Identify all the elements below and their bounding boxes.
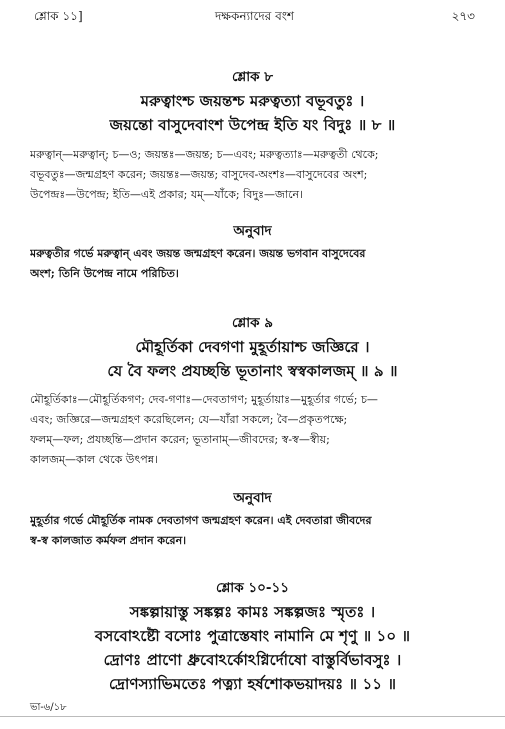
- sloka-8-verse-line-2: জয়ন্তো বাসুদেবাংশ উপেন্দ্র ইতি যং বিদুঃ ॥ ৮ ॥: [109, 116, 396, 134]
- synonyms-line: ফলম্—ফল; প্রযচ্ছন্তি—প্রদান করেন; ভূতানাম্—জীবদের; স্ব-স্ব—স্বীয়;: [30, 433, 330, 446]
- printer-signature: ভা-৬/১৮: [30, 702, 67, 713]
- sloka-9-heading: শ্লোক ৯: [231, 315, 274, 331]
- synonyms-line: এবং; জজ্ঞিরে—জন্মগ্রহণ করেছিলেন; যে—যাঁরা সকলে; বৈ—প্রকৃতপক্ষে;: [30, 413, 348, 426]
- sloka-10-11-heading: শ্লোক ১০-১১: [215, 580, 289, 596]
- synonyms-line: বভূবতুঃ—জন্মগ্রহণ করেন; জয়ন্তঃ—জয়ন্ত; বাসুদেব-অংশঃ—বাসুদেবের অংশ;: [30, 168, 368, 181]
- sloka-8-translation-heading: অনুবাদ: [233, 223, 272, 239]
- header-chapter-title: দক্ষকন্যাদের বংশ: [214, 9, 295, 23]
- sloka-9-verse-line-2: যে বৈ ফলং প্রযচ্ছন্তি ভূতানাং স্বস্বকালজম্ ॥ ৯ ॥: [107, 362, 398, 380]
- sloka-10-11-verse-line-1: সঙ্কল্পায়াস্তু সঙ্কল্পঃ কামঃ সঙ্কল্পজঃ স্মৃতঃ ।: [129, 603, 376, 621]
- synonyms-line: কালজম্—কাল থেকে উৎপন্ন।: [30, 453, 158, 466]
- translation-line: মুহূর্তার গর্ভে মৌহূর্তিক নামক দেবতাগণ জন্মগ্রহণ করেন। এই দেবতারা জীবদের: [30, 514, 372, 527]
- sloka-9-synonyms: [30, 390, 475, 470]
- header-verse-ref: শ্লোক ১১]: [34, 9, 83, 23]
- translation-line: স্ব-স্ব কালজাত কর্মফল প্রদান করেন।: [30, 534, 187, 547]
- sloka-8-translation: [30, 244, 475, 284]
- sloka-10-11-verse-line-2: বসবোঽষ্টৌ বসোঃ পুত্রাস্তেষাং নামানি মে শৃণু ॥ ১০ ॥: [94, 627, 411, 645]
- sloka-9-translation-heading: অনুবাদ: [233, 490, 272, 506]
- synonyms-line: মৌহূর্তিকাঃ—মৌহূর্তিকগণ; দেব-গণাঃ—দেবতাগণ; মুহূর্তায়াঃ—মুহূর্তার গর্ভে; চ—: [30, 393, 378, 406]
- sloka-10-11-verse-line-4: দ্রোণস্যাভিমতেঃ পত্ন্যা হর্ষশোকভয়াদয়ঃ ॥ ১১ ॥: [108, 675, 397, 693]
- sloka-8-heading: শ্লোক ৮: [231, 69, 274, 85]
- sloka-9-verse-line-1: মৌহূর্তিকা দেবগণা মুহূর্তায়াশ্চ জজ্ঞিরে ।: [135, 338, 370, 356]
- sloka-10-11-verse-line-3: দ্রোণঃ প্রাণো ধ্রুবোঽর্কোঽগ্নির্দোষো বাস্তুর্বিভাবসুঃ ।: [103, 651, 402, 669]
- sloka-9-translation: [30, 511, 475, 551]
- page-number: ২৭৩: [451, 9, 475, 23]
- running-header: [34, 8, 475, 26]
- translation-line: মরুত্বতীর গর্ভে মরুত্বান্ এবং জয়ন্ত জন্মগ্রহণ করেন। জয়ন্ত ভগবান বাসুদেবের: [30, 247, 366, 260]
- synonyms-line: উপেন্দ্রঃ—উপেন্দ্র; ইতি—এই প্রকার; যম্—যাঁকে; বিদুঃ—জানে।: [30, 188, 303, 201]
- sloka-8-verse-line-1: মরুত্বাংশ্চ জয়ন্তশ্চ মরুত্বত্যা বভূবতুঃ ।: [140, 92, 365, 110]
- sloka-8-synonyms: [30, 145, 475, 205]
- synonyms-line: মরুত্বান্—মরুত্বান্; চ—ও; জয়ন্তঃ—জয়ন্ত; চ—এবং; মরুত্বত্যাঃ—মরুত্বতী থেকে;: [30, 148, 379, 161]
- bottom-rule: [0, 716, 505, 717]
- translation-line: অংশ; তিনি উপেন্দ্র নামে পরিচিত।: [30, 267, 179, 280]
